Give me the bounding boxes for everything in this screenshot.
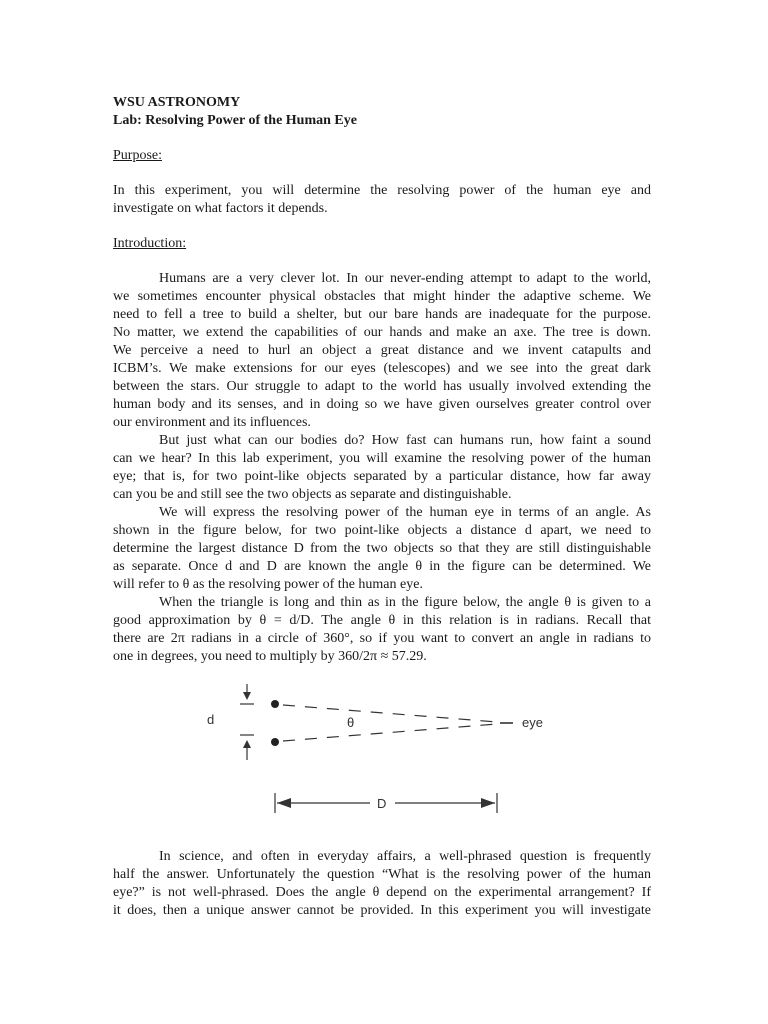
lab-title: Lab: Resolving Power of the Human Eye (113, 113, 357, 128)
label-d: d (207, 712, 215, 727)
intro-line: eye; that is, for two point-like objects separated by a particular distance, how far away (113, 469, 651, 484)
intro-line: will refer to θ as the resolving power of the human eye. (113, 577, 423, 592)
purpose-heading: Purpose: (113, 148, 162, 163)
intro-line: our environment and its influences. (113, 415, 311, 430)
intro-line: good approximation by θ = d/D. The angle θ in this relation is in radians. Recall that (113, 613, 651, 628)
D-arrowhead-right (481, 798, 495, 808)
intro-line: But just what can our bodies do? How fast can humans run, how faint a sound (159, 433, 651, 448)
label-eye: eye (522, 715, 543, 730)
intro-line: can you be and still see the two objects as separate and distinguishable. (113, 487, 512, 502)
intro-line: need to fell a tree to build a shelter, but our bare hands are inadequate for the purpose. (113, 307, 651, 322)
label-theta: θ (347, 715, 355, 730)
conclusion-line: half the answer. Unfortunately the question “What is the resolving power of the human (113, 867, 651, 882)
intro-line: shown in the figure below, for two point-like objects a distance d apart, we need to (113, 523, 651, 538)
intro-line: between the stars. Our struggle to adapt to the world has usually involved extending the (113, 379, 651, 394)
org-heading: WSU ASTRONOMY (113, 95, 241, 110)
intro-line: We perceive a need to hurl an object a great distance and we invent catapults and (113, 343, 651, 358)
resolving-angle-diagram (195, 680, 565, 830)
purpose-line: investigate on what factors it depends. (113, 201, 328, 216)
introduction-heading: Introduction: (113, 236, 187, 251)
intro-line: there are 2π radians in a circle of 360°, so if you want to convert an angle in radians to (113, 631, 651, 646)
conclusion-line: In science, and often in everyday affairs, a well-phrased question is frequently (159, 849, 651, 864)
intro-line: determine the largest distance D from the two objects so that they are still distinguishable (113, 541, 651, 556)
intro-line: We will express the resolving power of the human eye in terms of an angle. As (159, 505, 651, 520)
purpose-line: In this experiment, you will determine the resolving power of the human eye and (113, 183, 651, 198)
conclusion-line: it does, then a unique answer cannot be provided. In this experiment you will investigate (113, 903, 651, 918)
label-D: D (377, 796, 387, 811)
intro-line: can we hear? In this lab experiment, you will examine the resolving power of the human (113, 451, 651, 466)
sight-line-bottom (283, 724, 497, 741)
intro-line: No matter, we extend the capabilities of our hands and make an axe. The tree is down. (113, 325, 651, 340)
D-arrowhead-left (277, 798, 291, 808)
intro-line: When the triangle is long and thin as in the figure below, the angle θ is given to a (159, 595, 651, 610)
intro-line: human body and its senses, and in doing so we have given ourselves greater control over (113, 397, 651, 412)
object-point-bottom (271, 738, 279, 746)
intro-line: we sometimes encounter physical obstacles that might hinder the adaptive scheme. We (113, 289, 651, 304)
d-arrow-top-head (243, 692, 251, 700)
object-point-top (271, 700, 279, 708)
intro-line: as separate. Once d and D are known the angle θ in the figure can be determined. We (113, 559, 651, 574)
intro-line: ICBM’s. We make extensions for our eyes (telescopes) and we see into the great dark (113, 361, 651, 376)
intro-line: one in degrees, you need to multiply by 360/2π ≈ 57.29. (113, 649, 427, 664)
intro-line: Humans are a very clever lot. In our never-ending attempt to adapt to the world, (159, 271, 651, 286)
conclusion-line: eye?” is not well-phrased. Does the angle θ depend on the experimental arrangement? If (113, 885, 651, 900)
sight-line-top (283, 705, 497, 722)
